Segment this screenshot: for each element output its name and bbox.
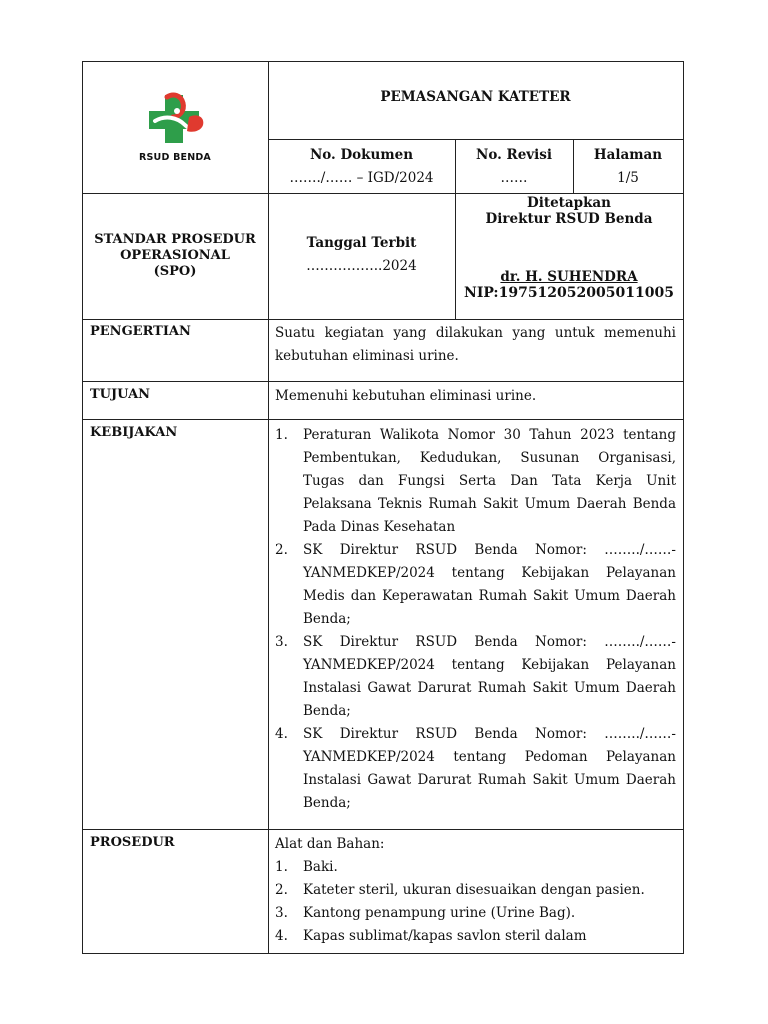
list-number: 4. — [275, 726, 288, 742]
list-number: 3. — [275, 634, 288, 650]
pengertian-label: PENGERTIAN — [90, 324, 191, 339]
spo-label-line2: OPERASIONAL — [120, 248, 230, 263]
list-number: 3. — [275, 905, 288, 921]
ditetapkan-label: Ditetapkan — [527, 195, 611, 211]
ditetapkan-cell — [455, 193, 683, 301]
prosedur-item — [275, 902, 676, 925]
halaman-cell — [573, 144, 683, 190]
list-number: 1. — [275, 859, 288, 875]
prosedur-intro: Alat dan Bahan: — [275, 836, 385, 852]
direktur-label: Direktur RSUD Benda — [485, 211, 653, 227]
tanggal-terbit-label: Tanggal Terbit — [306, 235, 417, 251]
pengertian-text: Suatu kegiatan yang dilakukan yang untuk memenuhi kebutuhan eliminasi urine. — [275, 325, 676, 364]
halaman-label: Halaman — [593, 147, 663, 163]
no-revisi-value: …… — [500, 170, 528, 186]
logo-text: RSUD BENDA — [139, 152, 211, 163]
prosedur-label: PROSEDUR — [90, 835, 175, 850]
list-item-text: Kapas sublimat/kapas savlon steril dalam — [303, 928, 587, 944]
list-number: 1. — [275, 427, 288, 443]
kebijakan-list — [275, 424, 676, 815]
hospital-cross-logo-icon — [137, 91, 217, 147]
tujuan-label: TUJUAN — [90, 387, 151, 402]
kebijakan-item — [275, 424, 676, 539]
kebijakan-item — [275, 631, 676, 723]
list-item-text: Peraturan Walikota Nomor 30 Tahun 2023 tentang Pembentukan, Kedudukan, Susunan Organisasi, Tugas dan Fungsi Serta Dan Tata Kerja Unit Pelaksana Teknis Rumah Sakit Umum Daerah Benda Pada Dinas Kesehatan — [303, 427, 676, 535]
list-item-text: Baki. — [303, 859, 338, 875]
no-dokumen-value: ……./…… – IGD/2024 — [289, 170, 434, 186]
no-dokumen-label: No. Dokumen — [309, 147, 414, 163]
document-title: PEMASANGAN KATETER — [380, 89, 571, 105]
no-revisi-label: No. Revisi — [475, 147, 553, 163]
tujuan-text: Memenuhi kebutuhan eliminasi urine. — [275, 388, 537, 404]
no-revisi-cell — [455, 144, 573, 190]
kebijakan-item — [275, 723, 676, 815]
list-number: 2. — [275, 542, 288, 558]
halaman-value: 1/5 — [617, 170, 639, 186]
prosedur-item — [275, 879, 676, 902]
list-item-text: SK Direktur RSUD Benda Nomor: ……../……-YANMEDKEP/2024 tentang Kebijakan Pelayanan Medis dan Keperawatan Rumah Sakit Umum Daerah Benda; — [303, 542, 676, 627]
prosedur-item — [275, 856, 676, 879]
spo-label-line1: STANDAR PROSEDUR — [94, 232, 256, 247]
list-item-text: SK Direktur RSUD Benda Nomor: ……../……-YANMEDKEP/2024 tentang Kebijakan Pelayanan Instalasi Gawat Darurat Rumah Sakit Umum Daerah Benda; — [303, 634, 676, 719]
spo-label — [82, 232, 268, 280]
tanggal-terbit-value: ……………..2024 — [306, 258, 417, 274]
no-dokumen-cell — [268, 144, 455, 190]
spo-label-line3: (SPO) — [153, 264, 197, 279]
kebijakan-item — [275, 539, 676, 631]
tanggal-terbit-cell — [268, 232, 455, 278]
logo — [82, 61, 268, 193]
signer-nip: NIP:197512052005011005 — [464, 285, 674, 301]
prosedur-list — [275, 833, 676, 948]
list-item-text: SK Direktur RSUD Benda Nomor: ……../……-YANMEDKEP/2024 tentang Pedoman Pelayanan Instalasi Gawat Darurat Rumah Sakit Umum Daerah Benda; — [303, 726, 676, 811]
list-number: 4. — [275, 928, 288, 944]
prosedur-item — [275, 925, 676, 948]
list-number: 2. — [275, 882, 288, 898]
list-item-text: Kateter steril, ukuran disesuaikan dengan pasien. — [303, 882, 645, 898]
signer-name: dr. H. SUHENDRA — [500, 269, 638, 285]
kebijakan-label: KEBIJAKAN — [90, 425, 178, 440]
list-item-text: Kantong penampung urine (Urine Bag). — [303, 905, 576, 921]
